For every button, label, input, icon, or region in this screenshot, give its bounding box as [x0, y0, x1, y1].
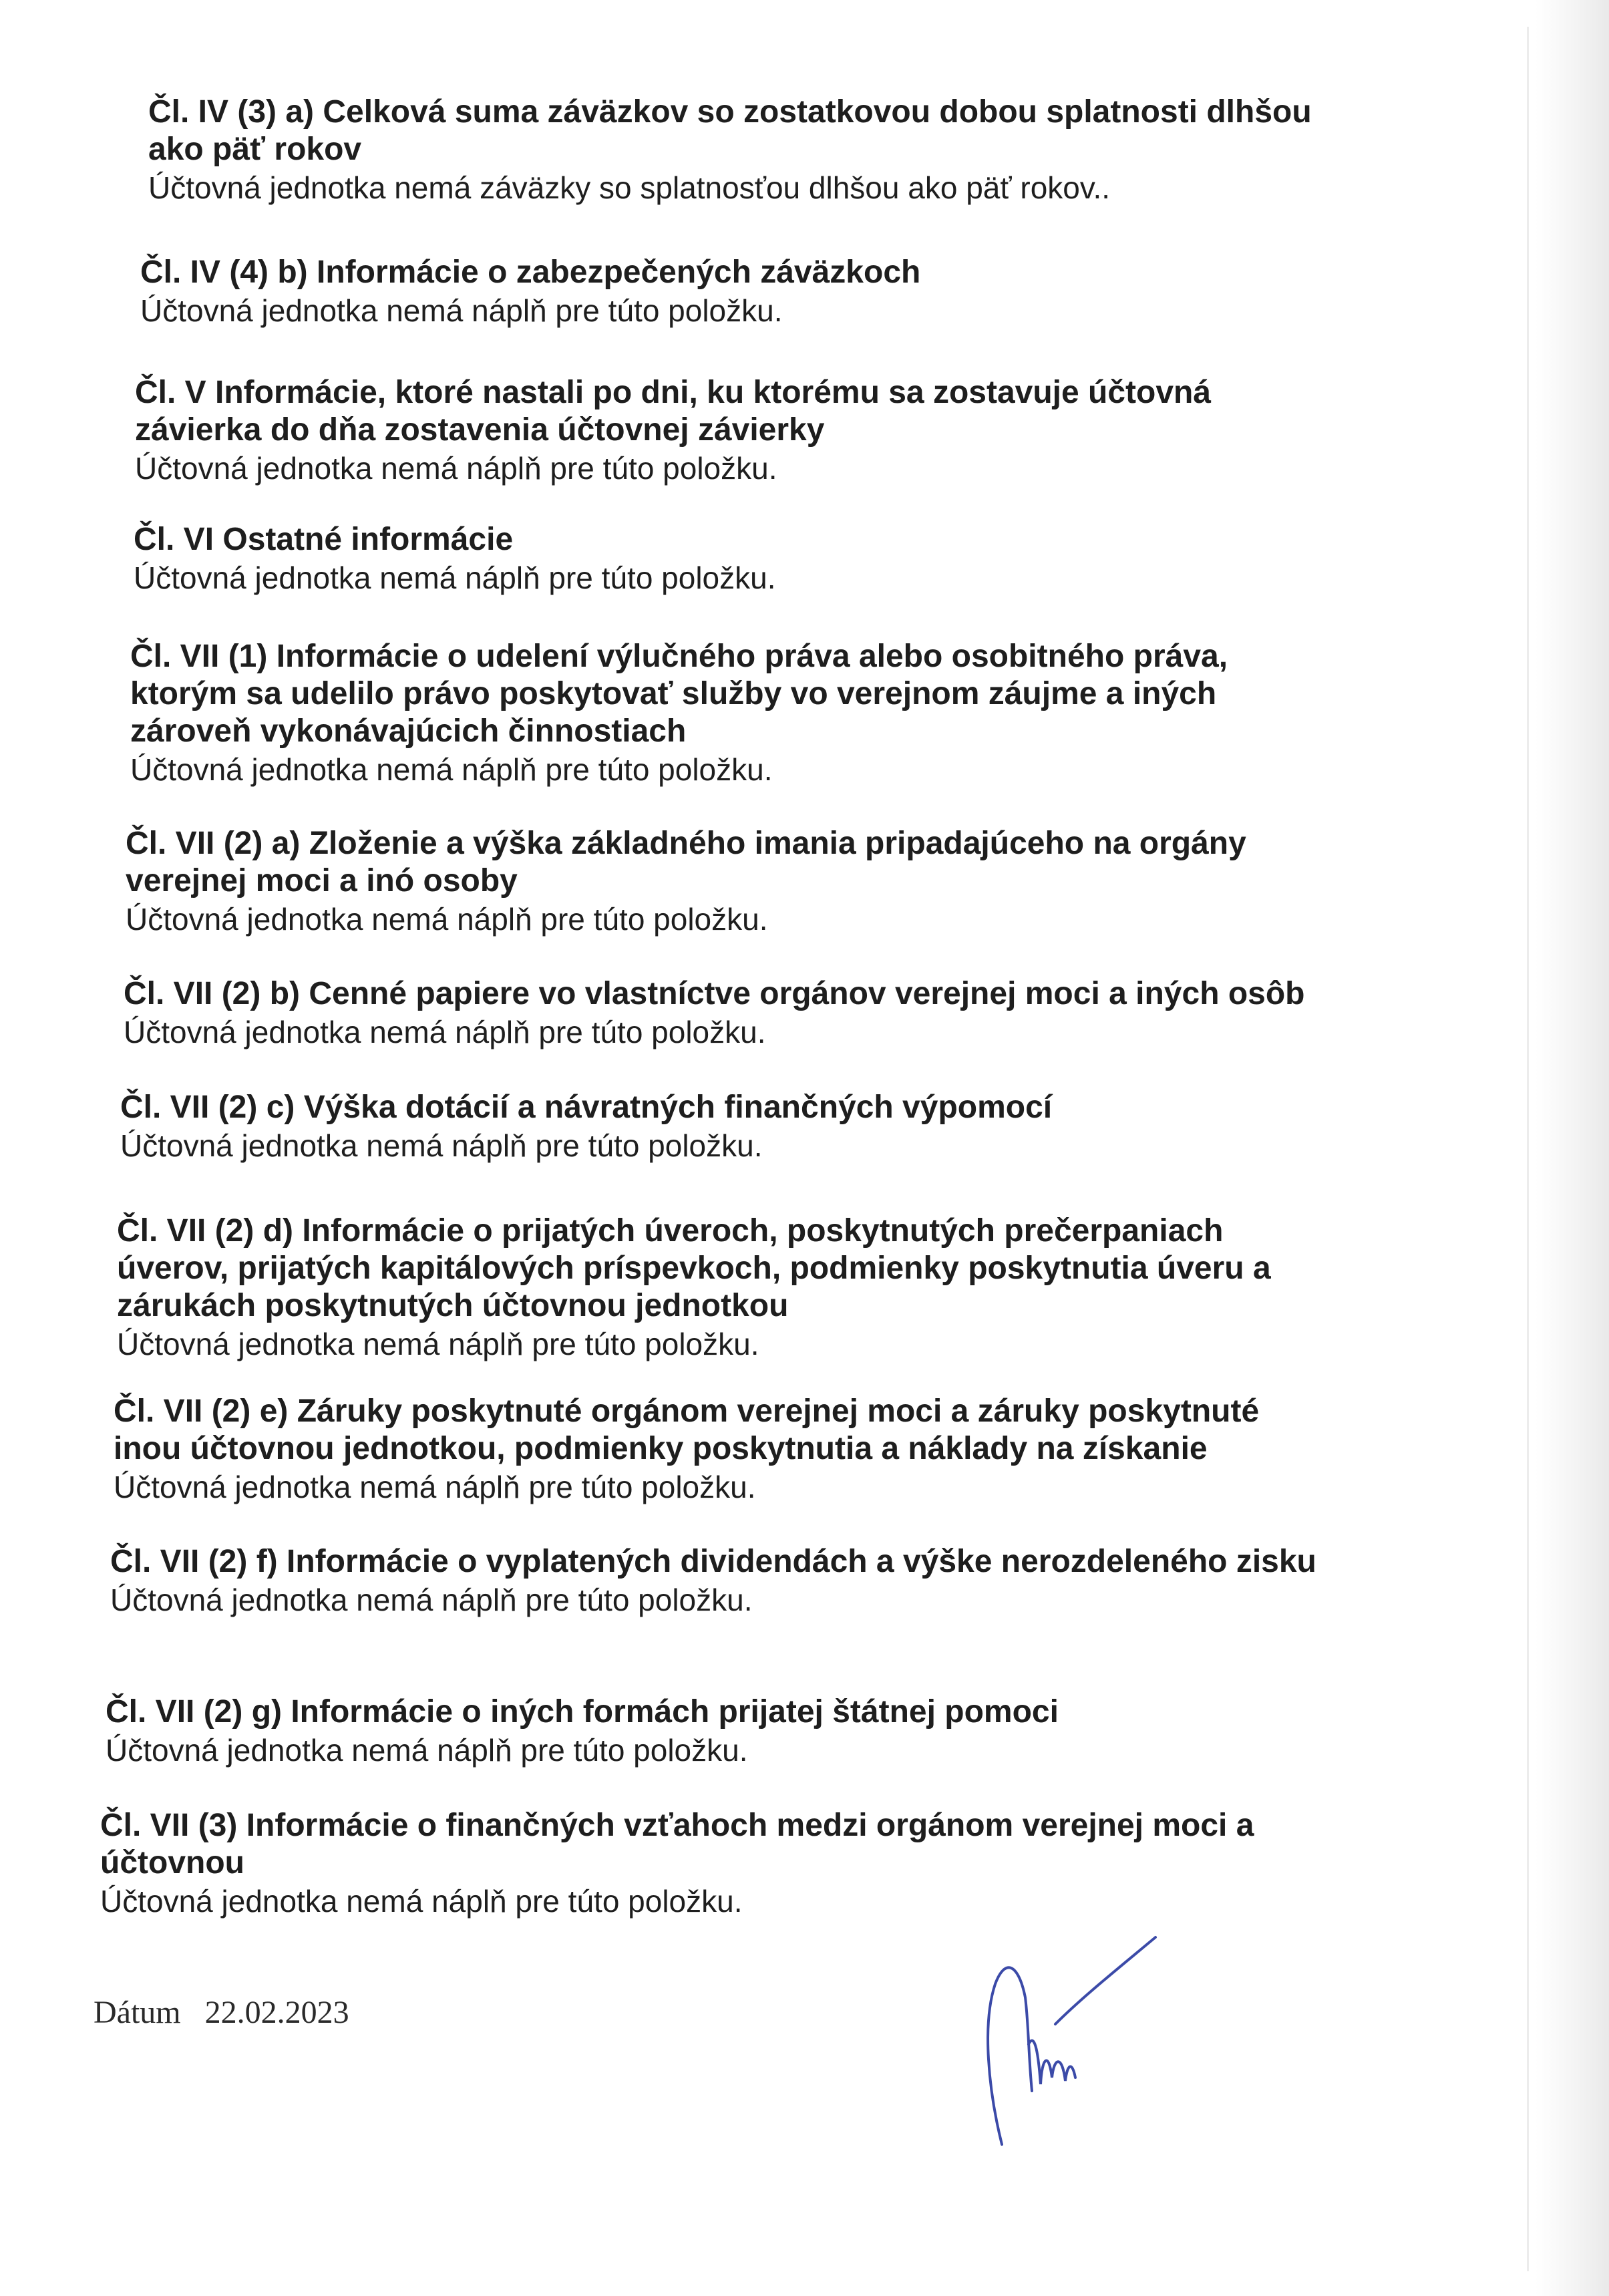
- section-body: Účtovná jednotka nemá náplň pre túto položku.: [120, 1128, 763, 1163]
- section-vii-2c: [120, 1089, 1389, 1165]
- section-body: Účtovná jednotka nemá náplň pre túto položku.: [130, 752, 773, 787]
- handwritten-signature: [962, 1924, 1176, 2164]
- section-title: Čl. VII (2) f) Informácie o vyplatených dividendách a výške nerozdeleného zisku: [110, 1544, 1316, 1579]
- section-iv-3a: [148, 94, 1351, 207]
- section-title: Čl. IV (4) b) Informácie o zabezpečených záväzkoch: [140, 255, 921, 290]
- section-body: Účtovná jednotka nemá náplň pre túto položku.: [114, 1470, 756, 1504]
- section-body: Účtovná jednotka nemá náplň pre túto položku.: [110, 1583, 753, 1617]
- section-vii-2a: [126, 825, 1288, 939]
- section-title: Čl. VI Ostatné informácie: [134, 522, 514, 557]
- date-label: Dátum: [94, 1995, 181, 2030]
- section-body: Účtovná jednotka nemá náplň pre túto položku.: [126, 902, 768, 937]
- scan-shadow-edge: [1536, 0, 1609, 2296]
- section-body: Účtovná jednotka nemá náplň pre túto položku.: [106, 1733, 748, 1768]
- section-title: Čl. VII (2) d) Informácie o prijatých úveroch, poskytnutých prečerpaniach úverov, prijatých kapitálových príspevkoch, podmienky poskytnutia úveru a zárukách poskytnutých účtovnou jednotkou: [117, 1213, 1271, 1323]
- section-vii-2f: [110, 1543, 1446, 1619]
- section-title: Čl. VII (3) Informácie o finančných vzťahoch medzi orgánom verejnej moci a účtovnou: [100, 1808, 1254, 1880]
- section-body: Účtovná jednotka nemá náplň pre túto položku.: [124, 1015, 766, 1049]
- section-iv-4b: [140, 254, 1409, 330]
- section-vii-3: [100, 1807, 1302, 1921]
- section-body: Účtovná jednotka nemá náplň pre túto položku.: [134, 560, 776, 595]
- section-vii-1: [130, 638, 1266, 789]
- date-line: [94, 1994, 349, 2031]
- section-title: Čl. VII (2) c) Výška dotácií a návratných finančných výpomocí: [120, 1090, 1053, 1125]
- section-title: Čl. VII (2) g) Informácie o iných formách prijatej štátnej pomoci: [106, 1694, 1059, 1730]
- date-value: 22.02.2023: [204, 1995, 349, 2030]
- section-title: Čl. V Informácie, ktoré nastali po dni, ku ktorému sa zostavuje účtovná závierka do dňa zostavenia účtovnej závierky: [135, 375, 1212, 448]
- section-title: Čl. VII (2) b) Cenné papiere vo vlastníctve orgánov verejnej moci a iných osôb: [124, 976, 1305, 1011]
- section-vii-2b: [124, 975, 1426, 1051]
- section-vii-2g: [106, 1693, 1375, 1770]
- section-title: Čl. IV (3) a) Celková suma záväzkov so zostatkovou dobou splatnosti dlhšou ako päť rokov: [148, 94, 1312, 167]
- section-vii-2e: [114, 1393, 1302, 1506]
- section-body: Účtovná jednotka nemá náplň pre túto položku.: [100, 1884, 743, 1919]
- section-title: Čl. VII (2) e) Záruky poskytnuté orgánom verejnej moci a záruky poskytnuté inou účtovnou jednotkou, podmienky poskytnutia a náklady na získanie: [114, 1393, 1260, 1466]
- section-body: Účtovná jednotka nemá náplň pre túto položku.: [135, 451, 777, 486]
- section-body: Účtovná jednotka nemá záväzky so splatnosťou dlhšou ako päť rokov..: [148, 170, 1111, 205]
- section-title: Čl. VII (2) a) Zloženie a výška základného imania pripadajúceho na orgány verejnej moci a inó osoby: [126, 826, 1246, 898]
- section-vi: [134, 521, 1403, 597]
- section-body: Účtovná jednotka nemá náplň pre túto položku.: [117, 1327, 759, 1361]
- section-vii-2d: [117, 1212, 1319, 1363]
- section-body: Účtovná jednotka nemá náplň pre túto položku.: [140, 293, 783, 328]
- section-v: [135, 374, 1270, 488]
- section-title: Čl. VII (1) Informácie o udelení výlučného práva alebo osobitného práva, ktorým sa udelilo právo poskytovať služby vo verejnom záujme a iných zároveň vykonávajúcich činnostiach: [130, 639, 1228, 749]
- scan-fold-line: [1527, 27, 1529, 2271]
